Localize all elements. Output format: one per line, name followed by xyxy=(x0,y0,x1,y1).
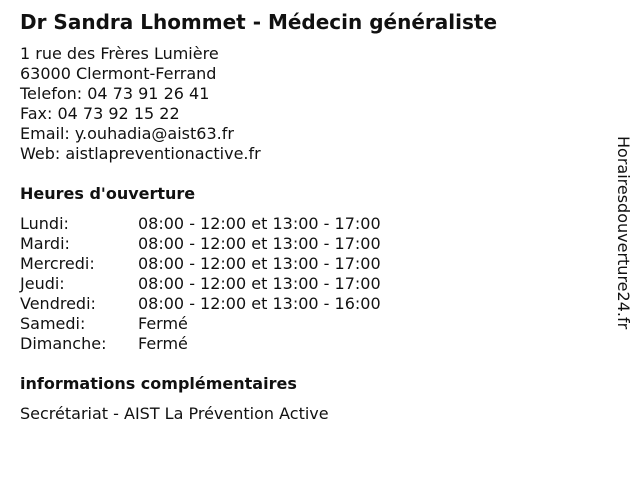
additional-info-heading: informations complémentaires xyxy=(20,374,297,393)
hours-row-tuesday xyxy=(20,234,381,254)
opening-hours-heading: Heures d'ouverture xyxy=(20,184,196,203)
opening-hours-table xyxy=(20,214,381,354)
hours-row-sunday xyxy=(20,334,381,354)
additional-info-text: Secrétariat - AIST La Prévention Active xyxy=(20,404,329,423)
day-label: Dimanche: xyxy=(20,334,107,353)
watermark-text: Horairesdouverture24.fr xyxy=(614,136,633,330)
day-label: Mercredi: xyxy=(20,254,95,273)
hours-row-saturday xyxy=(20,314,381,334)
address-city: 63000 Clermont-Ferrand xyxy=(20,64,217,83)
day-label: Jeudi: xyxy=(20,274,65,293)
day-label: Vendredi: xyxy=(20,294,96,313)
fax-number: Fax: 04 73 92 15 22 xyxy=(20,104,180,123)
day-hours: 08:00 - 12:00 et 13:00 - 17:00 xyxy=(138,234,381,253)
day-hours: 08:00 - 12:00 et 13:00 - 16:00 xyxy=(138,294,381,313)
hours-row-wednesday xyxy=(20,254,381,274)
address-street: 1 rue des Frères Lumière xyxy=(20,44,219,63)
website-address: Web: aistlapreventionactive.fr xyxy=(20,144,261,163)
day-label: Lundi: xyxy=(20,214,69,233)
site-watermark xyxy=(613,136,635,376)
phone-number: Telefon: 04 73 91 26 41 xyxy=(20,84,210,103)
hours-row-thursday xyxy=(20,274,381,294)
day-hours: 08:00 - 12:00 et 13:00 - 17:00 xyxy=(138,274,381,293)
page-title: Dr Sandra Lhommet - Médecin généraliste xyxy=(20,10,498,34)
email-address: Email: y.ouhadia@aist63.fr xyxy=(20,124,234,143)
hours-row-friday xyxy=(20,294,381,314)
day-hours: Fermé xyxy=(138,334,188,353)
day-label: Mardi: xyxy=(20,234,70,253)
contact-block xyxy=(20,44,261,164)
day-hours: 08:00 - 12:00 et 13:00 - 17:00 xyxy=(138,254,381,273)
day-hours: Fermé xyxy=(138,314,188,333)
day-hours: 08:00 - 12:00 et 13:00 - 17:00 xyxy=(138,214,381,233)
hours-row-monday xyxy=(20,214,381,234)
day-label: Samedi: xyxy=(20,314,86,333)
